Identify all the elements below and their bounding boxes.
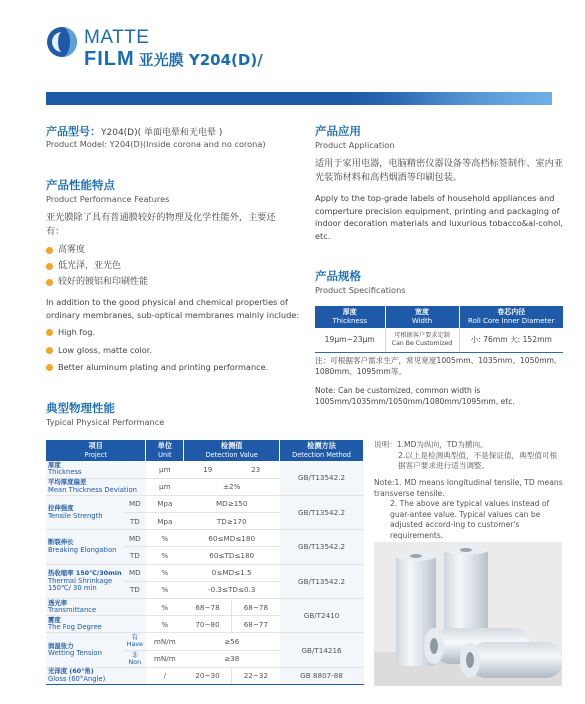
cell-text: 平均厚度偏差	[48, 478, 87, 487]
application-title-en: Product Application	[315, 140, 395, 150]
perf-header-project	[46, 440, 146, 461]
table-cell	[46, 564, 124, 598]
header-bar-gradient	[400, 92, 552, 105]
list-item: Better aluminum plating and printing performance.	[46, 361, 268, 374]
note-line: 2.以上是检测典型值，不是保证值，典型值可根据客户要求进行适当调整。	[398, 450, 558, 470]
features-intro-en: In addition to the good physical and chemical properties of ordinary membranes, sub-optical membranes mainly include:	[46, 297, 300, 320]
cell-text: Have	[126, 640, 144, 649]
cell-text: 有	[131, 633, 139, 642]
model-en: Product Model: Y204(D)(Inside corona and no corona)	[46, 139, 266, 149]
perf-header-value	[184, 440, 280, 461]
table-cell: %	[146, 530, 184, 547]
table-cell: ≥56	[184, 633, 280, 650]
table-cell: Mpa	[146, 513, 184, 530]
table-cell: TD	[124, 581, 146, 598]
model-title-cn: 产品型号：	[46, 125, 101, 138]
table-cell: TD	[124, 513, 146, 530]
specs-title-cn: 产品规格	[315, 269, 361, 283]
list-item: Low gloss, matte color.	[46, 344, 268, 357]
film-rolls-photo	[374, 542, 562, 686]
table-cell	[46, 461, 146, 478]
cell-text: Gloss (60°Angle)	[48, 674, 106, 683]
header-film-title	[84, 48, 263, 71]
cell-text: 宽度	[415, 308, 429, 316]
cell-text: 光泽度 (60°角)	[48, 667, 94, 676]
cell-text: Detection Value	[205, 450, 258, 459]
cell-text: 润湿张力	[48, 641, 74, 650]
table-cell: GB/T13542.2	[280, 564, 364, 598]
cell-text: Non	[128, 657, 142, 666]
table-cell: %	[146, 599, 184, 616]
table-row	[46, 599, 364, 616]
table-cell: 22~32	[232, 667, 280, 684]
cell-text: 检测值	[220, 441, 243, 450]
cell-text: Mean Thickness Deviation	[48, 485, 137, 494]
cell-text: 单位	[157, 441, 173, 450]
table-cell: μm	[146, 461, 184, 478]
performance-notes-en	[374, 478, 564, 541]
table-cell: 19	[184, 461, 232, 478]
cell-text: Breaking Elongation	[48, 545, 117, 554]
table-row	[46, 461, 364, 478]
note-line: 2. The above are typical values instead of guar-antee value. Typical values can be adjusted accord-ing to customer's requirements.	[390, 499, 550, 540]
features-title-en: Product Performance Features	[46, 194, 170, 204]
table-cell: MD≥150	[184, 495, 280, 512]
header-film-cn: 亚光膜 Y204(D)/	[138, 51, 263, 69]
table-row	[46, 564, 364, 581]
spec-thickness-value: 19μm~23μm	[315, 328, 385, 353]
features-bullets-cn	[46, 244, 148, 292]
table-cell: 0≤MD≤1.5	[184, 564, 280, 581]
application-body-cn: 适用于家用电器，电脑精密仪器设备等高档标签制作、室内亚光装饰材料和高档烟酒等印刷包装。	[315, 158, 564, 183]
performance-table	[46, 440, 364, 685]
table-cell: %	[146, 547, 184, 564]
spec-header-width	[385, 306, 459, 328]
spec-table	[315, 306, 563, 353]
header-film-word: FILM	[84, 48, 135, 70]
cell-text: The Fog Degree	[48, 623, 102, 632]
cell-text: 热收缩率 150℃/30min	[48, 569, 122, 578]
table-cell: MD	[124, 495, 146, 512]
perf-header-unit	[146, 440, 184, 461]
cell-text: 可根据客户要求定制	[394, 332, 450, 339]
table-cell	[124, 633, 146, 650]
cell-text: Project	[84, 450, 107, 459]
table-cell: -0.3≤TD≤0.3	[184, 581, 280, 598]
features-bullets-en	[46, 326, 268, 379]
table-cell: 20~30	[184, 667, 232, 684]
list-item: High fog.	[46, 326, 268, 339]
list-item: 低光泽，亚光色	[46, 260, 148, 273]
cell-text: 厚度	[342, 308, 357, 316]
table-cell	[46, 667, 146, 684]
application-title-cn: 产品应用	[315, 124, 361, 138]
table-cell: 68~77	[232, 616, 280, 633]
cell-text: Width	[411, 317, 433, 325]
cell-text: 非	[131, 650, 139, 659]
table-cell: 68~78	[232, 599, 280, 616]
table-cell: %	[146, 564, 184, 581]
table-row	[46, 633, 364, 650]
cell-text: 项目	[88, 441, 103, 450]
table-cell: 68~78	[184, 599, 232, 616]
table-cell: 60≤TD≤180	[184, 547, 280, 564]
table-cell	[46, 495, 124, 529]
performance-title-en: Typical Physical Performance	[46, 417, 165, 427]
features-intro-cn: 亚光膜除了具有普通膜较好的物理及化学性能外，主要还有：	[46, 212, 276, 237]
cell-text: 检测方法	[307, 441, 336, 450]
note-line: 说明：1.MD为纵向，TD为横向。	[374, 440, 488, 449]
cell-text: Thickness	[332, 317, 368, 325]
cell-text: 厚度	[48, 460, 61, 469]
cell-text: Tensile Strength	[48, 511, 103, 520]
specs-note-cn: 注：可根据客户需求生产，常见宽度1005mm、1035mm、1050mm、1080mm、1095mm等。	[315, 356, 562, 376]
performance-notes-cn	[374, 440, 564, 472]
model-line-cn	[46, 123, 222, 139]
table-row	[46, 667, 364, 684]
table-cell	[46, 599, 146, 616]
cell-text: 卷芯内径	[497, 308, 526, 316]
table-cell: %	[146, 616, 184, 633]
spec-width-value	[385, 328, 459, 353]
cell-text: Unit	[158, 450, 172, 459]
specs-title-en: Product Specifications	[315, 285, 406, 295]
table-cell: /	[146, 667, 184, 684]
table-cell: GB 8807-88	[280, 667, 364, 684]
spec-core-value: 小: 76mm 大: 152mm	[459, 328, 563, 353]
table-cell: GB/T13542.2	[280, 461, 364, 495]
cell-text: Thermal Shrinkage 150℃/ 30 min	[48, 576, 113, 593]
brand-logo-icon	[46, 26, 78, 58]
header-matte: MATTE	[84, 27, 150, 48]
table-row	[315, 328, 563, 353]
cell-text: Can Be Customized	[391, 340, 453, 347]
table-cell: %	[146, 581, 184, 598]
cell-text: Transmittance	[48, 606, 97, 615]
table-cell: Mpa	[146, 495, 184, 512]
cell-text: Thickness	[48, 468, 82, 477]
table-cell: μm	[146, 478, 184, 495]
table-cell: 70~80	[184, 616, 232, 633]
cell-text: 断裂伸长	[48, 538, 74, 547]
specs-note-en: Note: Can be customized, common width is 1005mm/1035mm/1050mm/1080mm/1095mm, etc.	[315, 386, 515, 406]
spec-header-core	[459, 306, 563, 328]
list-item: 高雾度	[46, 244, 148, 257]
table-cell: TD≥170	[184, 513, 280, 530]
table-cell	[46, 530, 124, 564]
cell-text: Wetting Tension	[48, 649, 102, 658]
table-cell	[124, 650, 146, 667]
cell-text: 透光率	[48, 598, 68, 607]
table-cell: mN/m	[146, 633, 184, 650]
table-cell: MD	[124, 564, 146, 581]
cell-text: 拉伸强度	[48, 504, 74, 513]
table-cell: TD	[124, 547, 146, 564]
table-cell: ≥38	[184, 650, 280, 667]
features-title-cn: 产品性能特点	[46, 178, 115, 192]
cell-text: 雾度	[48, 615, 61, 624]
table-cell: GB/T13542.2	[280, 530, 364, 564]
table-row	[46, 495, 364, 512]
perf-header-method	[280, 440, 364, 461]
list-item: 较好的镀铝和印刷性能	[46, 276, 148, 289]
application-body-en: Apply to the top-grade labels of household appliances and comperture precision equipment, printing and packaging of indoor decoration materials and luxurious tobacco&al-cohol, etc.	[315, 193, 563, 241]
table-cell	[46, 616, 146, 633]
table-cell: 60≤MD≤180	[184, 530, 280, 547]
performance-title-cn: 典型物理性能	[46, 401, 115, 415]
table-cell	[46, 478, 146, 495]
table-cell: GB/T14216	[280, 633, 364, 667]
cell-text: Roll Core Inner Diameter	[468, 317, 555, 325]
table-cell: GB/T13542.2	[280, 495, 364, 529]
table-row	[46, 530, 364, 547]
cell-text: Detection Method	[292, 450, 351, 459]
note-line: Note:1. MD means longitudinal tensile, TD means transverse tensile.	[374, 478, 563, 498]
table-cell: mN/m	[146, 650, 184, 667]
table-cell: 23	[232, 461, 280, 478]
table-cell: GB/T2410	[280, 599, 364, 633]
table-cell: ±2%	[184, 478, 280, 495]
model-value-cn: Y204(D)( 单面电晕和无电晕 )	[101, 128, 223, 138]
spec-header-thickness	[315, 306, 385, 328]
table-cell	[46, 633, 124, 667]
table-cell: MD	[124, 530, 146, 547]
